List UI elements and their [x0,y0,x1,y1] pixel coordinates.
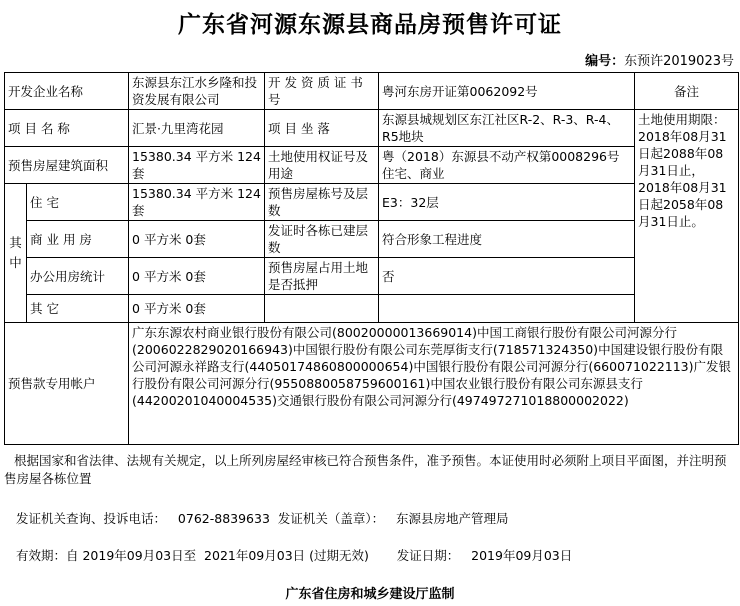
certificate-number [585,50,734,69]
certificate-number-value: 东预许2019023号 [624,54,734,69]
approval-statement: 根据国家和省法律、法规有关规定，以上所列房屋经审核已符合预售条件，准予预售。本证使用时必须附上项目平面图，并注明预售房屋各栋位置 [4,453,727,486]
office-value: 0 平方米 0套 [129,258,265,295]
qualification-label: 开 发 资 质 证 书 号 [265,73,379,110]
table-row [5,147,739,184]
table-row [5,295,739,323]
table-row [5,258,739,295]
developer-label: 开发企业名称 [5,73,129,110]
other-blank-cell [265,295,379,323]
office-label: 办公用房统计 [27,258,129,295]
project-name-value: 汇景·九里湾花园 [129,110,265,147]
commercial-value: 0 平方米 0套 [129,221,265,258]
residential-label: 住 宅 [27,184,129,221]
remarks-label: 备注 [635,73,739,110]
other-blank-cell [379,295,635,323]
progress-label: 发证时各栋已建层数 [265,221,379,258]
building-no-value: E3：32层 [379,184,635,221]
building-no-label: 预售房屋栋号及层数 [265,184,379,221]
other-label: 其 它 [27,295,129,323]
project-location-value: 东源县城规划区东江社区R-2、R-3、R-4、R5地块 [379,110,635,147]
presale-area-label: 预售房屋建筑面积 [5,147,129,184]
account-value: 广东东源农村商业银行股份有限公司(80020000013669014)中国工商银行股份有限公司河源分行(2006022829020166943)中国银行股份有限公司东莞厚街支行(718571324350)中国建设银行股份有限公司河源永祥路支行(44050174860800000654)中国银行股份有限公司河源分行(660071022113)广发银行股份有限公司河源分行(9550880058759600161)中国农业银行股份有限公司东源县支行(44200201040004535)交通银行股份有限公司河源分行(497497271018800002022) [129,323,739,445]
presale-area-value: 15380.34 平方米 124套 [129,147,265,184]
land-cert-value: 粤（2018）东源县不动产权第0008296号 住宅、商业 [379,147,635,184]
project-name-label: 项 目 名 称 [5,110,129,147]
supervision-footer: 广东省住房和城乡建设厅监制 [285,587,455,602]
validity-period: 有效期：自 2019年09月03日至 2021年09月03日 (过期无效) 发证日期： 2019年09月03日 [16,548,573,563]
project-location-label: 项 目 坐 落 [265,110,379,147]
certificate-number-label: 编号： [585,54,625,69]
mortgage-value: 否 [379,258,635,295]
table-row [5,323,739,445]
certificate-title: 广东省河源东源县商品房预售许可证 [178,12,562,38]
developer-value: 东源县东江水乡隆和投资发展有限公司 [129,73,265,110]
progress-value: 符合形象工程进度 [379,221,635,258]
table-row [5,221,739,258]
mortgage-label: 预售房屋占用土地是否抵押 [265,258,379,295]
commercial-label: 商 业 用 房 [27,221,129,258]
table-row [5,110,739,147]
other-value: 0 平方米 0套 [129,295,265,323]
among-label: 其 中 [5,184,27,323]
land-cert-label: 土地使用权证号及用途 [265,147,379,184]
table-row [5,73,739,110]
table-row [5,184,739,221]
presale-permit-table [4,72,739,445]
account-label: 预售款专用帐户 [5,323,129,445]
remarks-value: 土地使用期限：2018年08月31日起2088年08月31日止，2018年08月31日起2058年08月31日止。 [635,110,739,323]
qualification-value: 粤河东房开证第0062092号 [379,73,635,110]
issuer-contact: 发证机关查询、投诉电话： 0762-8839633 发证机关（盖章）： 东源县房地产管理局 [16,511,509,526]
residential-value: 15380.34 平方米 124套 [129,184,265,221]
